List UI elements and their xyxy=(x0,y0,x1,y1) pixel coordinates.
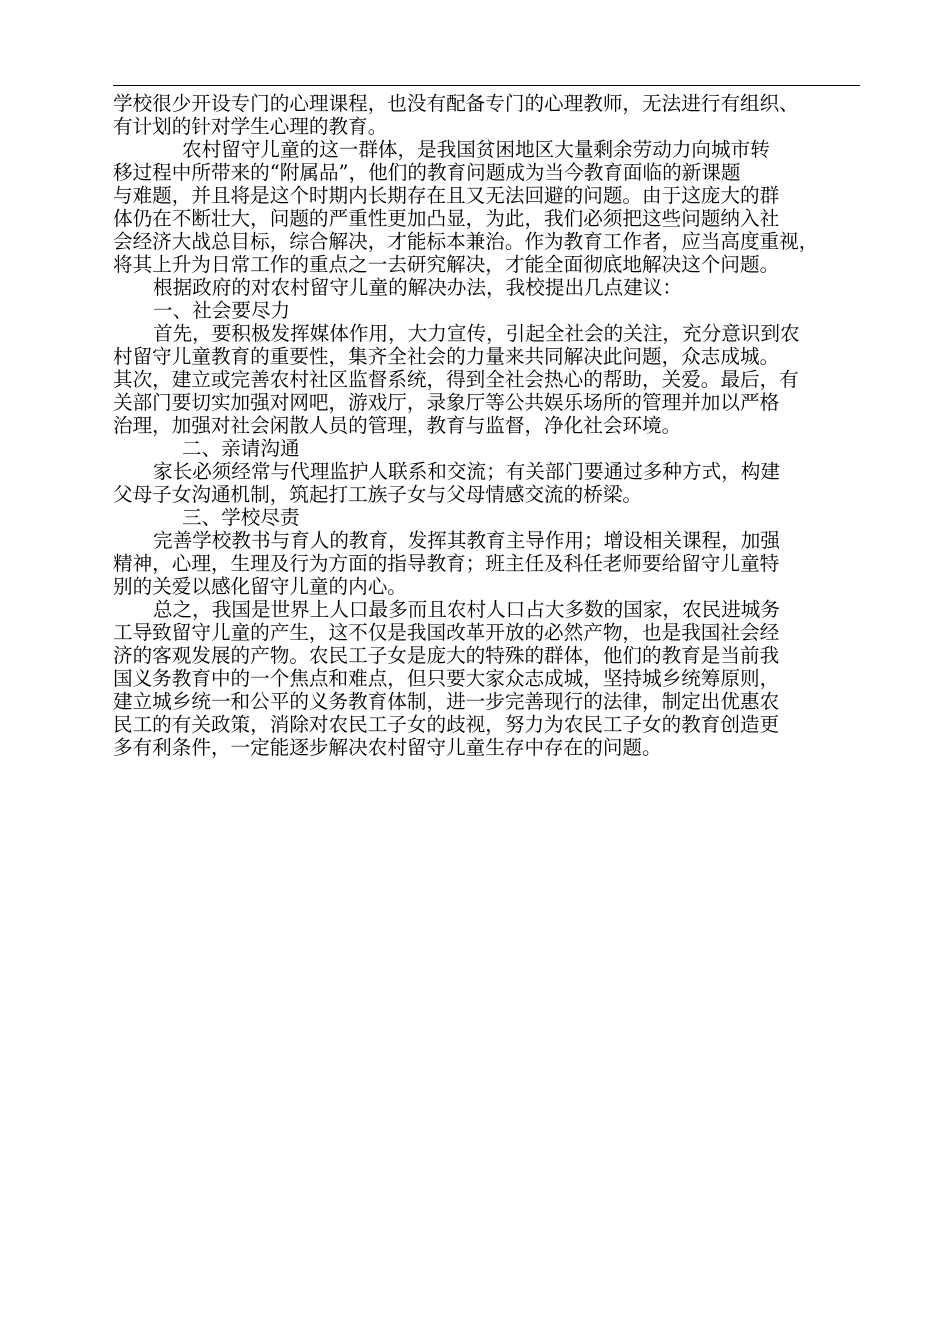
header-rule xyxy=(113,85,860,86)
text-line: 农村留守儿童的这一群体，是我国贫困地区大量剩余劳动力向城市转 xyxy=(182,138,770,161)
text-line: 会经济大战总目标，综合解决，才能标本兼治。作为教育工作者，应当高度重视， xyxy=(113,230,819,253)
paragraph-suggestions-lead xyxy=(113,276,873,299)
paragraph-continuation xyxy=(113,92,873,138)
text-line: 总之，我国是世界上人口最多而且农村人口占大多数的国家，农民进城务 xyxy=(153,598,780,621)
text-line: 治理，加强对社会闲散人员的管理，教育与监督，净化社会环境。 xyxy=(113,414,682,437)
text-line: 精神，心理，生理及行为方面的指导教育；班主任及科任老师要给留守儿童特 xyxy=(113,552,780,575)
section-heading-society xyxy=(113,299,873,322)
text-line: 多有利条件，一定能逐步解决农村留守儿童生存中存在的问题。 xyxy=(113,736,662,759)
text-line: 建立城乡统一和公平的义务教育体制，进一步完善现行的法律，制定出优惠农 xyxy=(113,690,780,713)
text-line: 国义务教育中的一个焦点和难点，但只要大家众志成城，坚持城乡统筹原则， xyxy=(113,667,780,690)
text-line: 完善学校教书与育人的教育，发挥其教育主导作用；增设相关课程，加强 xyxy=(153,529,780,552)
paragraph-conclusion xyxy=(113,598,873,759)
heading-line: 三、学校尽责 xyxy=(182,506,300,529)
section-heading-communication xyxy=(113,437,873,460)
text-line: 其次，建立或完善农村社区监督系统，得到全社会热心的帮助，关爱。最后，有 xyxy=(113,368,799,391)
text-line: 村留守儿童教育的重要性，集齐全社会的力量来共同解决此问题，众志成城。 xyxy=(113,345,780,368)
paragraph-school xyxy=(113,529,873,598)
text-line: 与难题，并且将是这个时期内长期存在且又无法回避的问题。由于这庞大的群 xyxy=(113,184,780,207)
text-line: 济的客观发展的产物。农民工子女是庞大的特殊的群体，他们的教育是当前我 xyxy=(113,644,780,667)
heading-line: 二、亲请沟通 xyxy=(182,437,300,460)
text-line: 体仍在不断壮大，问题的严重性更加凸显，为此，我们必须把这些问题纳入社 xyxy=(113,207,780,230)
section-heading-school xyxy=(113,506,873,529)
text-line: 父母子女沟通机制，筑起打工族子女与父母情感交流的桥梁。 xyxy=(113,483,643,506)
text-line: 首先，要积极发挥媒体作用，大力宣传，引起全社会的关注，充分意识到农 xyxy=(153,322,800,345)
heading-line: 一、社会要尽力 xyxy=(153,299,291,322)
text-line: 根据政府的对农村留守儿童的解决办法，我校提出几点建议： xyxy=(153,276,683,299)
paragraph-society xyxy=(113,322,873,437)
text-line: 有计划的针对学生心理的教育。 xyxy=(113,115,388,138)
document-body xyxy=(113,92,873,759)
text-line: 别的关爱以感化留守儿童的内心。 xyxy=(113,575,407,598)
text-line: 移过程中所带来的“附属品”，他们的教育问题成为当今教育面临的新课题 xyxy=(113,161,741,184)
text-line: 民工的有关政策，消除对农民工子女的歧视，努力为农民工子女的教育创造更 xyxy=(113,713,780,736)
text-line: 家长必须经常与代理监护人联系和交流；有关部门要通过多种方式，构建 xyxy=(153,460,780,483)
paragraph-intro xyxy=(113,138,873,276)
text-line: 工导致留守儿童的产生，这不仅是我国改革开放的必然产物，也是我国社会经 xyxy=(113,621,780,644)
text-line: 关部门要切实加强对网吧，游戏厅，录象厅等公共娱乐场所的管理并加以严格 xyxy=(113,391,780,414)
text-line: 将其上升为日常工作的重点之一去研究解决，才能全面彻底地解决这个问题。 xyxy=(113,253,780,276)
text-line: 学校很少开设专门的心理课程，也没有配备专门的心理教师，无法进行有组织、 xyxy=(113,92,799,115)
paragraph-communication xyxy=(113,460,873,506)
